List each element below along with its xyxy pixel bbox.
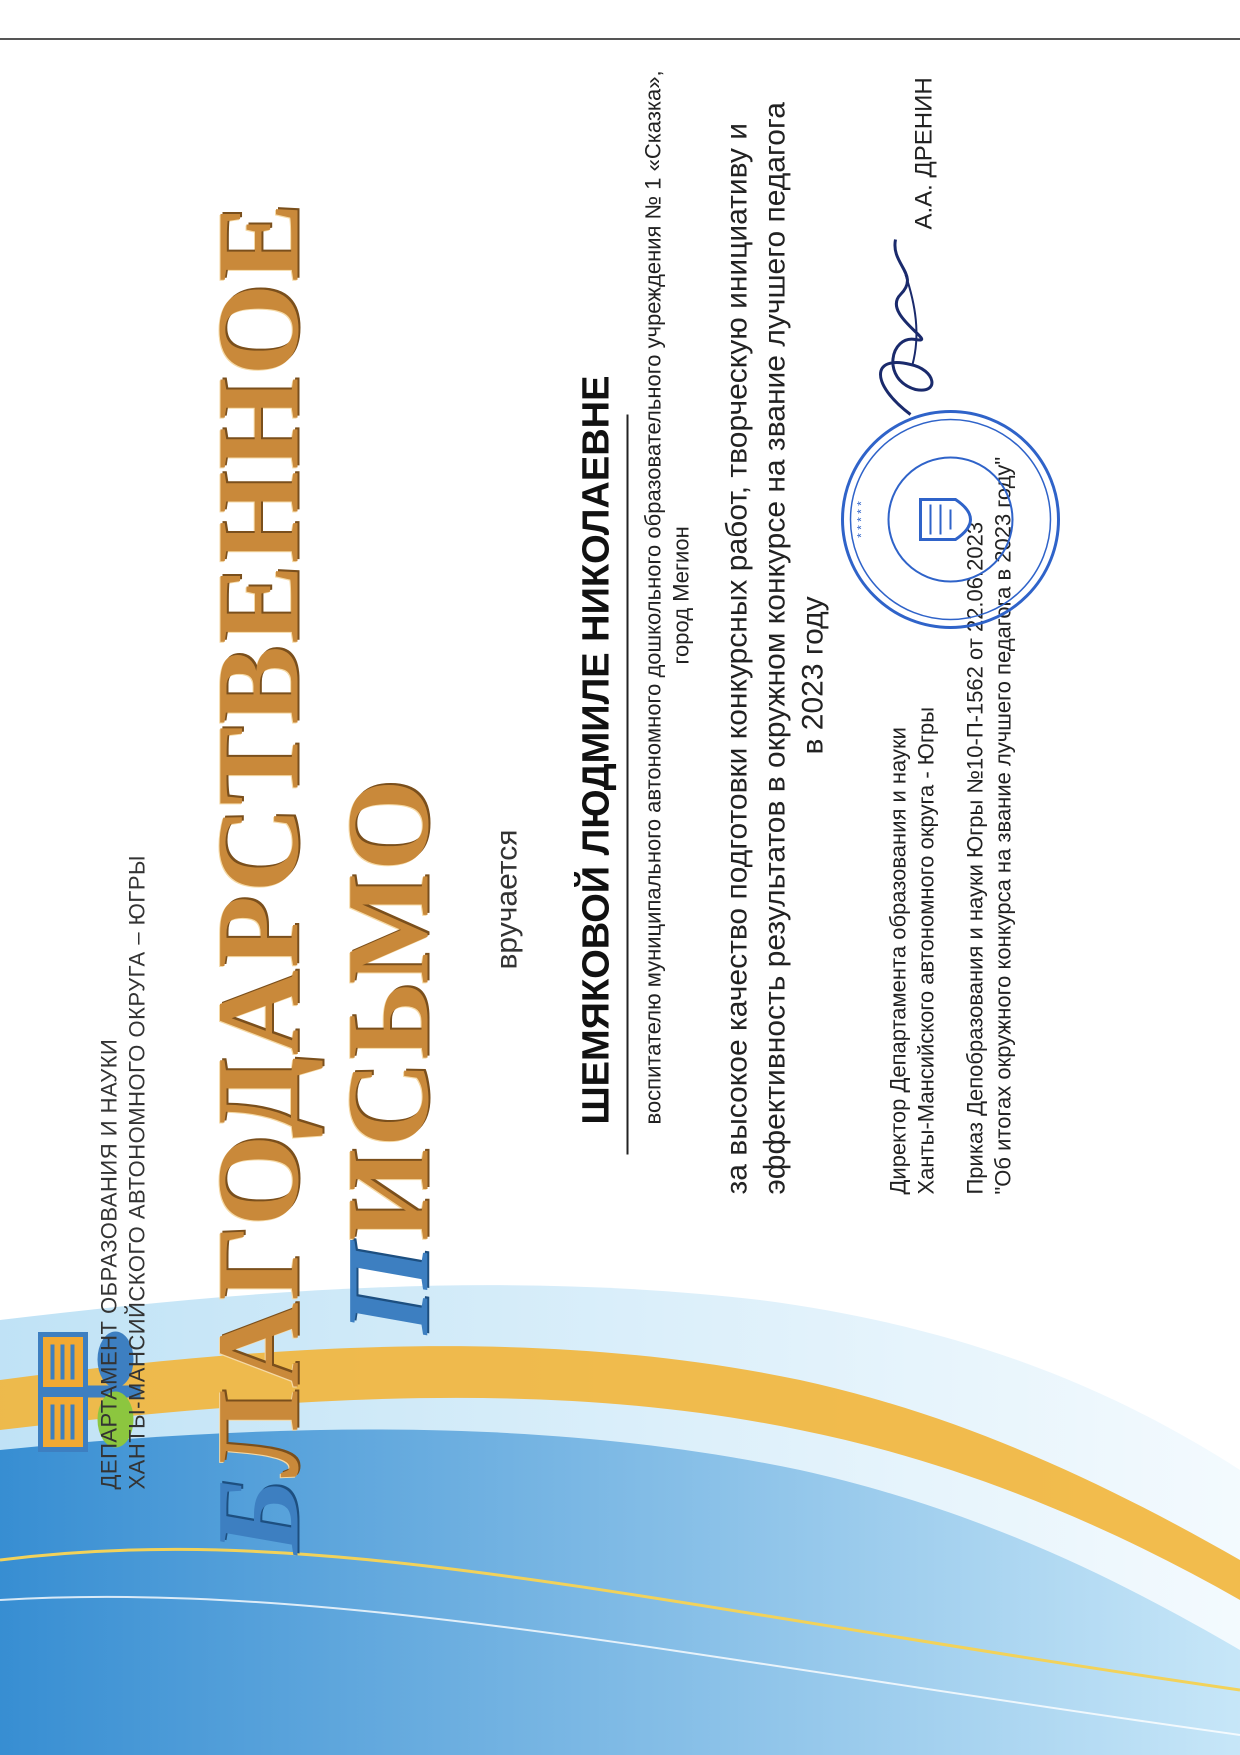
recipient-name: ШЕМЯКОВОЙ ЛЮДМИЛЕ НИКОЛАЕВНЕ [575,375,618,1125]
signatory-role-line1: Директор Департамента образования и науки [885,727,911,1195]
signatory-role-line2: Ханты-Мансийского автономного округа - Югры [913,706,939,1195]
official-stamp-icon [836,405,1066,635]
title-initial-1: Б [192,1477,324,1555]
title-initial-2: П [322,1240,454,1335]
department-name [96,855,152,1489]
svg-text:* * * * *: * * * * * [854,501,869,538]
order-line2: "Об итогах окружного конкурса на звание лучшего педагога в 2023 году" [990,456,1016,1195]
order-line1: Приказ Депобразования и науки Югры №10-П-1562 от 22.06.2023 [962,521,988,1195]
reason-line1: за высокое качество подготовки конкурсных работ, творческую инициативу и [720,122,754,1195]
title-line2 [321,777,457,1334]
certificate-sheet [1,0,1240,1755]
awarded-label: вручается [490,829,524,970]
handwritten-signature [851,235,961,425]
signatory-name: А.А. ДРЕНИН [910,77,938,230]
reason-line3: в 2023 году [796,596,830,755]
recipient-underline [627,415,629,1155]
title-rest-1: ЛАГОДАРСТВЕННОЕ [192,201,324,1478]
title-rest-2: ИСЬМО [322,777,454,1241]
recipient-position-line2: город Мегион [668,526,694,665]
title-line1 [191,201,327,1554]
reason-line2: эффективность результатов в окружном конкурсе на звание лучшего педагога [758,102,792,1195]
department-line1: ДЕПАРТАМЕНТ ОБРАЗОВАНИЯ И НАУКИ [96,1038,122,1490]
department-line2: ХАНТЫ-МАНСИЙСКОГО АВТОНОМНОГО ОКРУГА – ЮГРЫ [124,855,150,1490]
recipient-position-line1: воспитателю муниципального автономного дошкольного образовательного учреждения № 1 «Сказка», [640,70,666,1125]
